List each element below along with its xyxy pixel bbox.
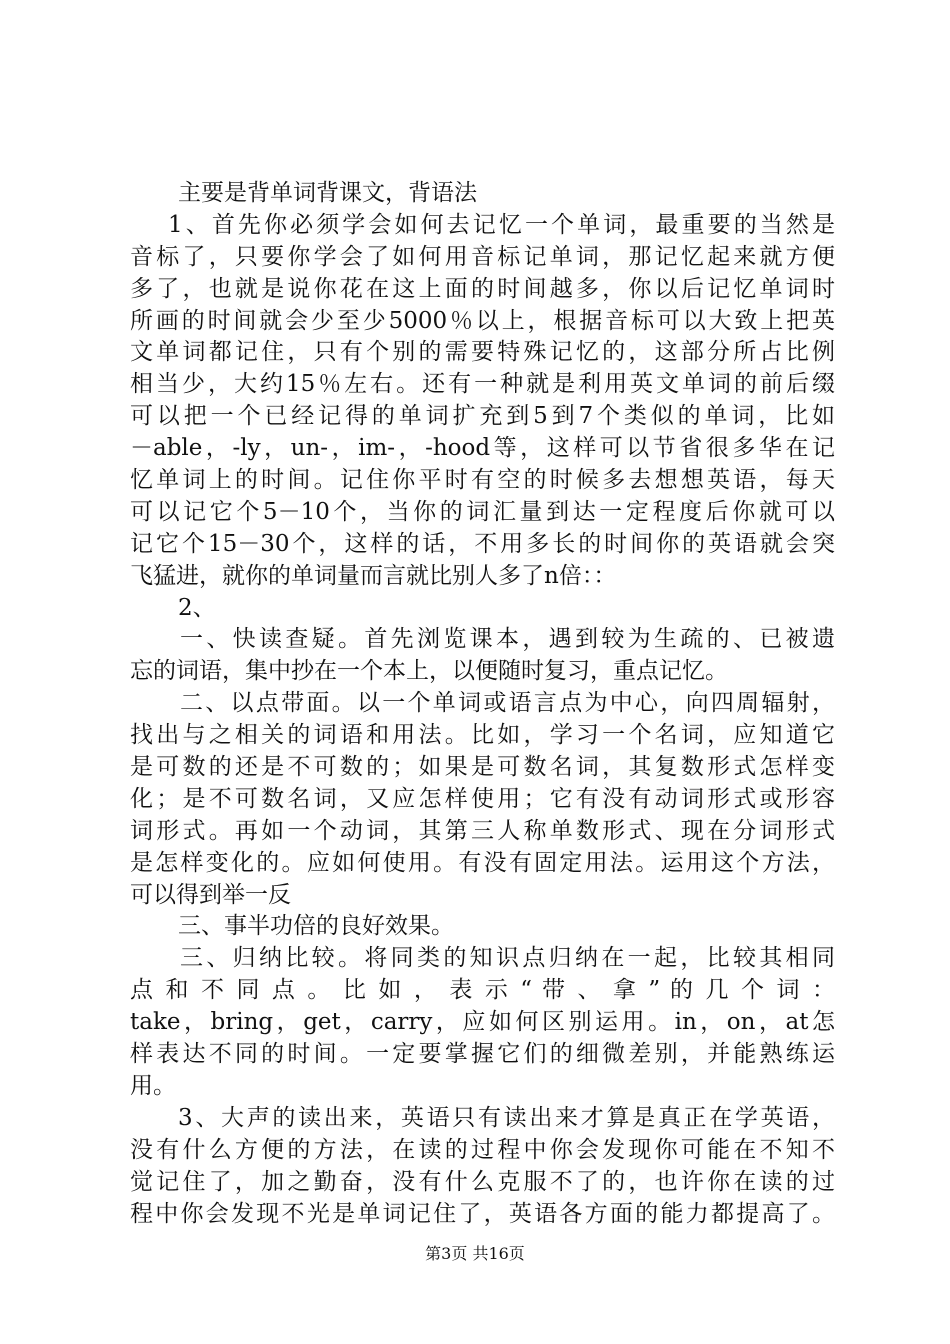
text-line: 相当少，大约15％左右。还有一种就是利用英文单词的前后缀 [130,371,835,398]
text-line: 样表达不同的时间。一定要掌握它们的细微差别，并能熟练运 [130,1041,835,1068]
text-line: 2、 [178,594,216,621]
text-line: 忆单词上的时间。记住你平时有空的时候多去想想英语，每天 [130,467,835,494]
text-line: 找出与之相关的词语和用法。比如，学习一个名词，应知道它 [130,722,835,749]
text-line: 多了，也就是说你花在这上面的时间越多，你以后记忆单词时 [130,275,835,302]
text-line: 一、快读查疑。首先浏览课本，遇到较为生疏的、已被遗 [180,626,835,653]
text-line: 记它个15－30个，这样的话，不用多长的时间你的英语就会突 [130,530,835,557]
text-line: 用。 [130,1072,176,1099]
text-line: 觉记住了，加之勤奋，没有什么克服不了的，也许你在读的过 [130,1168,835,1195]
text-line: 3、大声的读出来，英语只有读出来才算是真正在学英语， [178,1104,835,1131]
text-line: 可以把一个已经记得的单词扩充到5到7个类似的单词，比如 [130,403,835,430]
text-line: 可以记它个5－10个，当你的词汇量到达一定程度后你就可以 [130,498,835,525]
text-line: 文单词都记住，只有个别的需要特殊记忆的，这部分所占比例 [130,339,835,366]
text-line: 音标了，只要你学会了如何用音标记单词，那记忆起来就方便 [130,243,835,270]
document-body [130,178,835,1230]
text-line: 三、归纳比较。将同类的知识点归纳在一起，比较其相同 [180,945,835,972]
text-line: 是怎样变化的。应如何使用。有没有固定用法。运用这个方法， [130,849,835,876]
text-line: 是可数的还是不可数的；如果是可数名词，其复数形式怎样变 [130,754,835,781]
text-line: 主要是背单词背课文，背语法 [178,180,477,206]
text-line: －able，-ly，un-，im-，-hood等，这样可以节省很多华在记 [130,435,835,462]
text-line: 所画的时间就会少至少5000％以上，根据音标可以大致上把英 [130,307,835,334]
text-line: 词形式。再如一个动词，其第三人称单数形式、现在分词形式 [130,817,835,844]
page-footer: 第3页 共16页 [425,1244,525,1263]
text-line: 三、事半功倍的良好效果。 [178,913,454,940]
text-line: 点 和 不 同 点 。 比 如 ， 表 示 “ 带 、 拿 ” 的 几 个 词 ： [130,977,835,1004]
text-line: 1、首先你必须学会如何去记忆一个单词，最重要的当然是 [168,211,835,238]
text-line: take，bring，get，carry，应如何区别运用。in，on，at怎 [130,1009,835,1036]
text-line: 可以得到举一反 [130,881,291,908]
text-line: 没有什么方便的方法，在读的过程中你会发现你可能在不知不 [130,1136,835,1163]
text-line: 化；是不可数名词，又应怎样使用；它有没有动词形式或形容 [130,785,835,812]
text-line: 二、以点带面。以一个单词或语言点为中心，向四周辐射， [180,690,835,717]
text-line: 忘的词语，集中抄在一个本上，以便随时复习，重点记忆。 [130,658,728,685]
text-line: 飞猛进，就你的单词量而言就比别人多了n倍：： [130,562,617,589]
text-line: 程中你会发现不光是单词记住了，英语各方面的能力都提高了。 [130,1200,835,1227]
